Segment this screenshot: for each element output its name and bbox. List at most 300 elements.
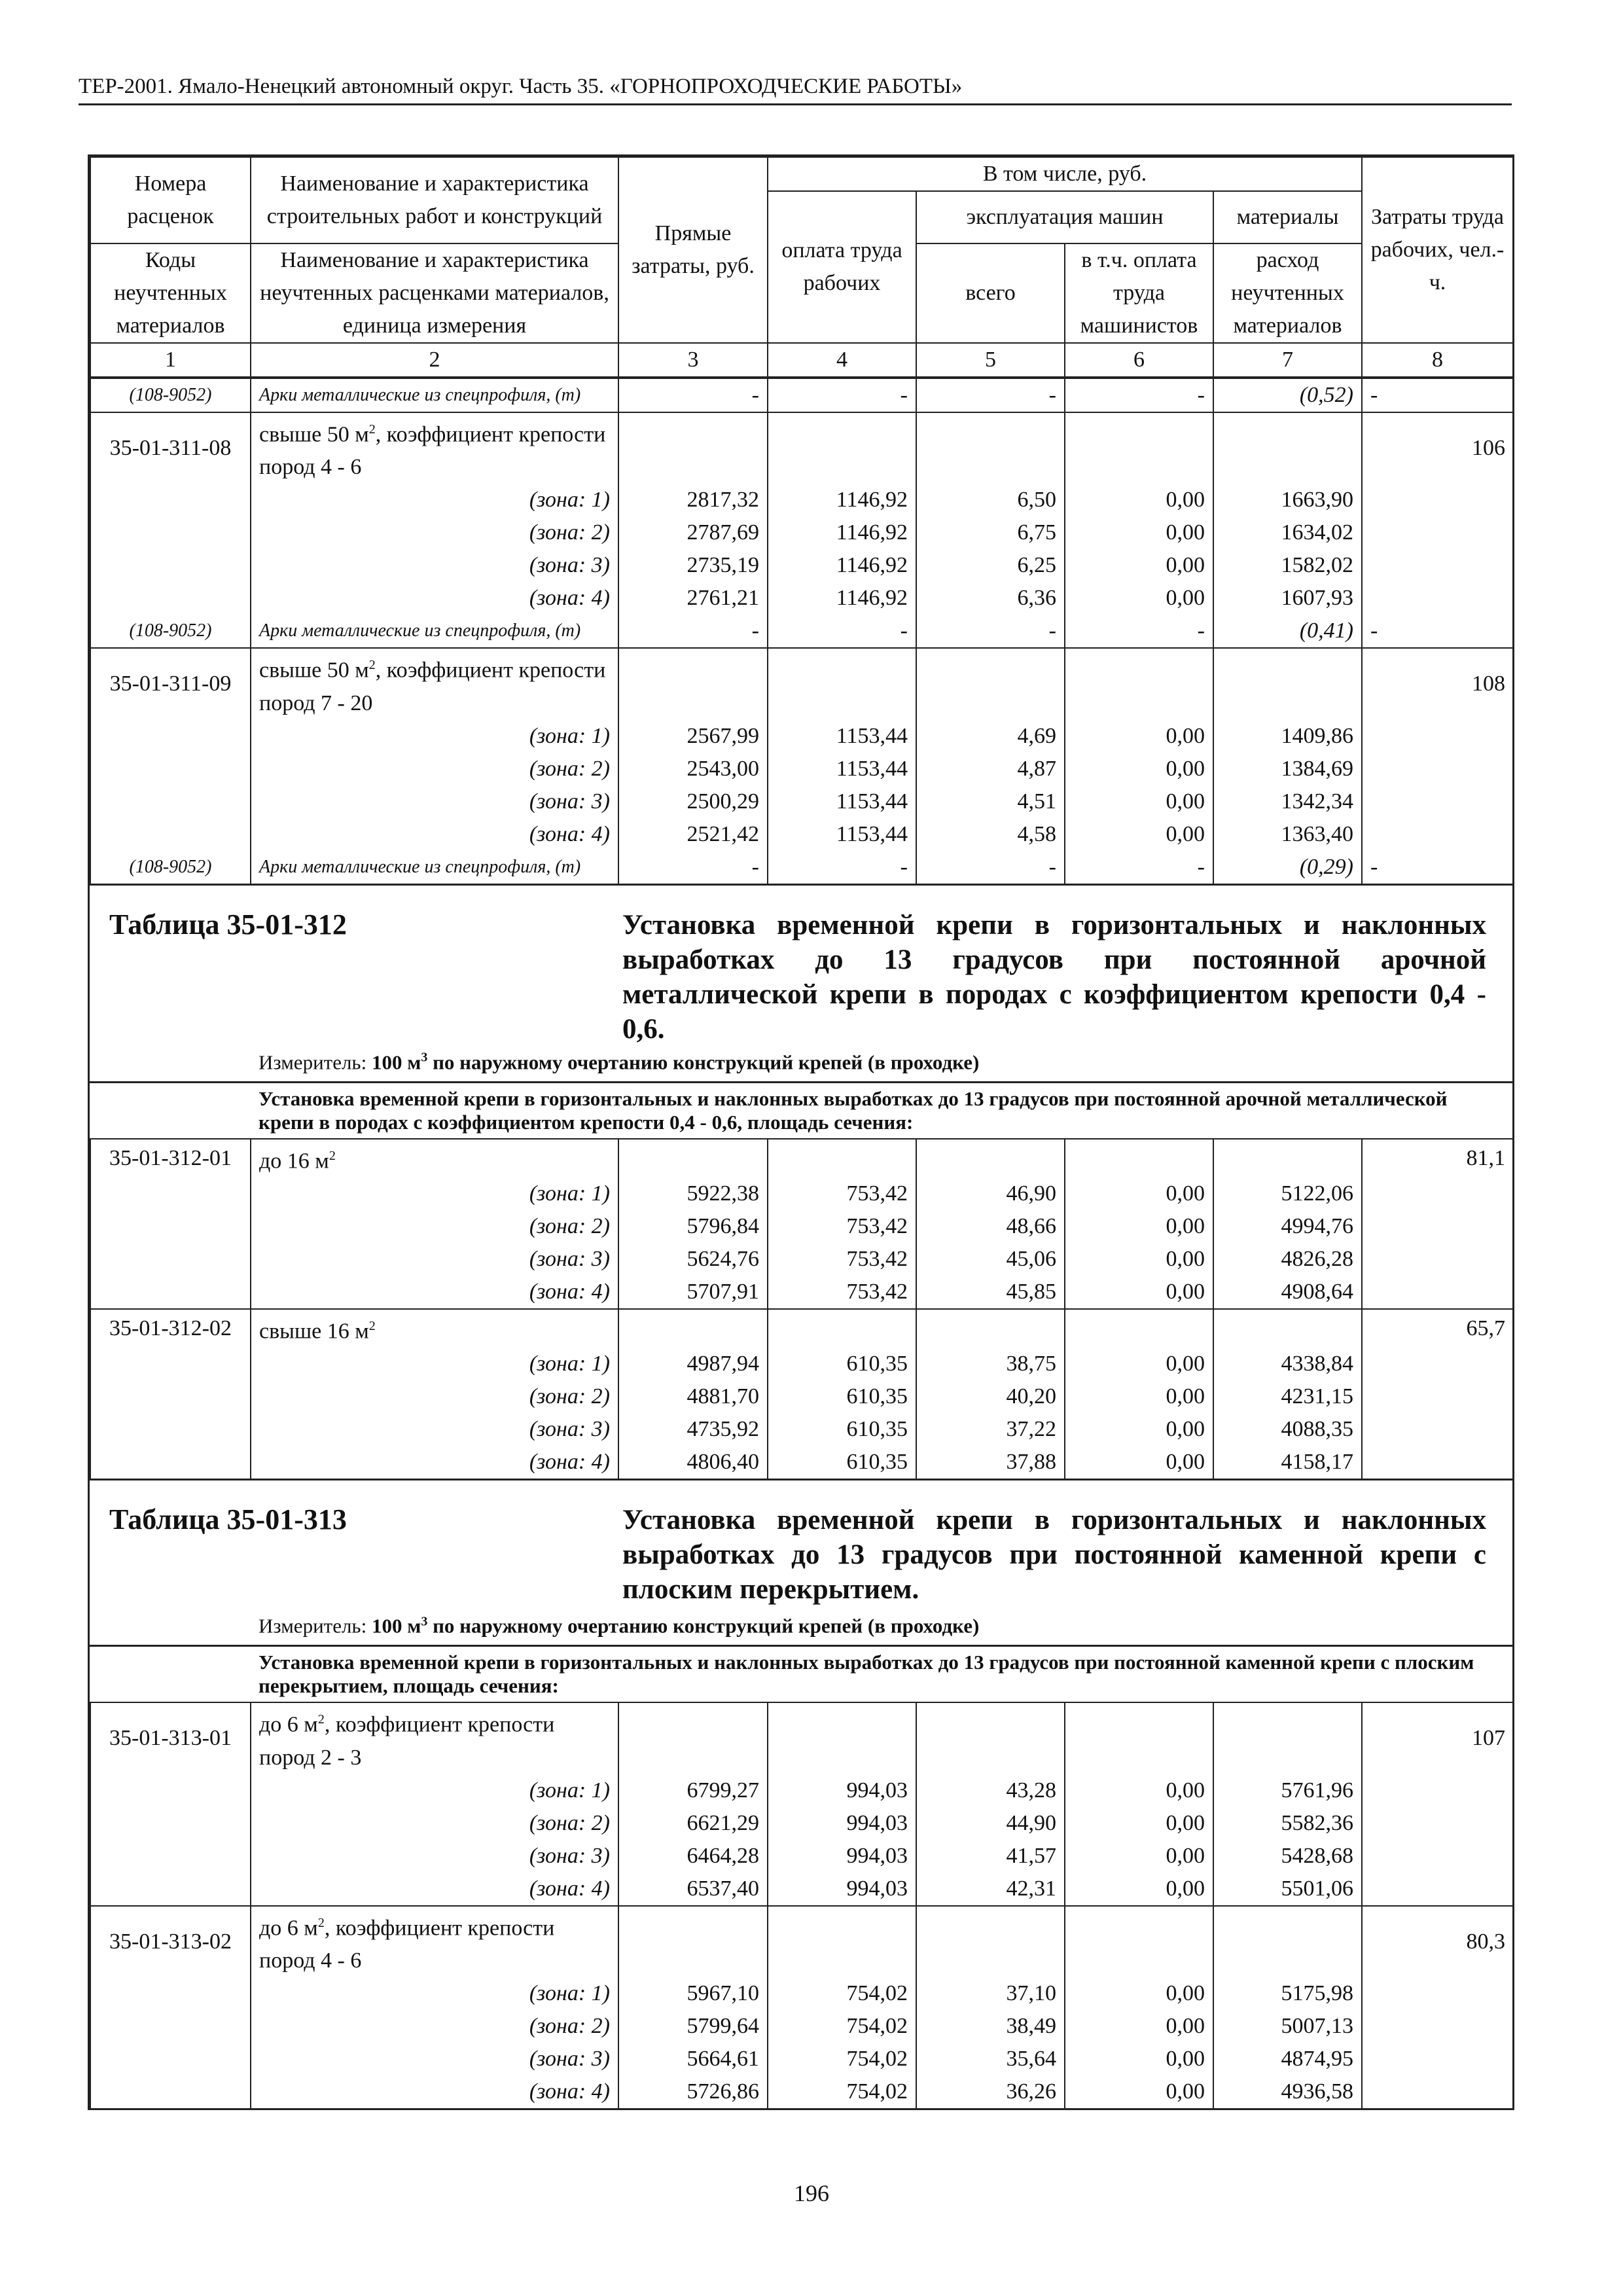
empty-cell — [1213, 1702, 1362, 1774]
dash: - — [1065, 851, 1213, 884]
empty-cell — [916, 1906, 1065, 1977]
price-value: 5428,68 — [1213, 1840, 1362, 1873]
price-value: 4,87 — [916, 753, 1065, 785]
zone-label: (зона: 1) — [251, 1177, 618, 1210]
rate-code: 35-01-312-02 — [90, 1309, 251, 1348]
empty-cell — [618, 1139, 768, 1177]
price-value: 4338,84 — [1213, 1348, 1362, 1380]
empty-cell — [90, 1413, 251, 1446]
dash: - — [916, 615, 1065, 648]
dash: - — [1362, 378, 1513, 412]
empty-cell — [618, 648, 768, 719]
price-value: 1363,40 — [1213, 818, 1362, 851]
empty-cell — [90, 753, 251, 785]
price-value: 4,69 — [916, 720, 1065, 753]
price-value: 753,42 — [768, 1177, 916, 1210]
price-value: 6,50 — [916, 484, 1065, 516]
rate-row — [90, 1702, 1513, 1774]
empty-cell — [1362, 2075, 1513, 2108]
table-313-label: Таблица 35-01-313 — [109, 1503, 347, 1536]
col-name-header: Наименование и характеристика строительных работ и конструкций — [251, 157, 618, 243]
price-value: 5796,84 — [618, 1210, 768, 1243]
zone-row — [90, 1276, 1513, 1309]
empty-cell — [1362, 2010, 1513, 2043]
price-value: 1146,92 — [768, 582, 916, 615]
empty-cell — [1362, 1276, 1513, 1309]
price-value: 5664,61 — [618, 2043, 768, 2075]
dash: - — [768, 378, 916, 412]
zone-label: (зона: 1) — [251, 1977, 618, 2010]
price-value: 753,42 — [768, 1243, 916, 1276]
price-value: 1409,86 — [1213, 720, 1362, 753]
price-value: 5175,98 — [1213, 1977, 1362, 2010]
material-code: (108-9052) — [90, 615, 251, 648]
price-value: 0,00 — [1065, 1774, 1213, 1807]
price-value: 0,00 — [1065, 484, 1213, 516]
zone-row — [90, 484, 1513, 516]
price-value: 44,90 — [916, 1807, 1065, 1840]
price-value: 0,00 — [1065, 1380, 1213, 1413]
empty-cell — [90, 1210, 251, 1243]
price-value: 1146,92 — [768, 549, 916, 582]
zone-row — [90, 1348, 1513, 1380]
empty-cell — [768, 648, 916, 719]
document-header: ТЕР-2001. Ямало-Ненецкий автономный округ. Часть 35. «ГОРНОПРОХОДЧЕСКИЕ РАБОТЫ» — [79, 73, 1512, 105]
empty-cell — [1362, 1380, 1513, 1413]
price-value: 1153,44 — [768, 785, 916, 818]
rate-description: до 6 $м^2$, коэффициент крепости пород 2 - 3 — [251, 1702, 618, 1774]
empty-cell — [768, 412, 916, 484]
empty-cell — [1362, 1348, 1513, 1380]
dash: - — [916, 851, 1065, 884]
price-value: 0,00 — [1065, 549, 1213, 582]
empty-cell — [90, 549, 251, 582]
price-value: 48,66 — [916, 1210, 1065, 1243]
rate-row — [90, 648, 1513, 719]
price-value: 0,00 — [1065, 582, 1213, 615]
zone-label: (зона: 3) — [251, 549, 618, 582]
empty-cell — [768, 1702, 916, 1774]
empty-cell — [1065, 1702, 1213, 1774]
price-value: 610,35 — [768, 1413, 916, 1446]
price-value: 0,00 — [1065, 1413, 1213, 1446]
empty-cell — [90, 516, 251, 549]
zone-label: (зона: 1) — [251, 1348, 618, 1380]
price-value: 5799,64 — [618, 2010, 768, 2043]
zone-label: (зона: 2) — [251, 516, 618, 549]
price-value: 1153,44 — [768, 720, 916, 753]
price-value: 1634,02 — [1213, 516, 1362, 549]
price-value: 753,42 — [768, 1210, 916, 1243]
price-value: 38,75 — [916, 1348, 1065, 1380]
table-313-heading — [90, 1479, 1512, 1645]
empty-cell — [916, 1309, 1065, 1348]
empty-cell — [1362, 582, 1513, 615]
empty-cell — [1065, 412, 1213, 484]
zone-label: (зона: 1) — [251, 484, 618, 516]
price-value: 5007,13 — [1213, 2010, 1362, 2043]
zone-label: (зона: 4) — [251, 2075, 618, 2108]
empty-cell — [1362, 1774, 1513, 1807]
price-value: 0,00 — [1065, 753, 1213, 785]
price-value: 4,51 — [916, 785, 1065, 818]
price-value: 610,35 — [768, 1446, 916, 1479]
empty-cell — [90, 818, 251, 851]
price-value: 1146,92 — [768, 516, 916, 549]
price-value: 754,02 — [768, 1977, 916, 2010]
zone-label: (зона: 4) — [251, 1276, 618, 1309]
price-value: 1153,44 — [768, 818, 916, 851]
material-qty: (0,41) — [1213, 615, 1362, 648]
empty-cell — [90, 720, 251, 753]
price-value: 0,00 — [1065, 2010, 1213, 2043]
price-value: 0,00 — [1065, 1446, 1213, 1479]
empty-cell — [90, 2010, 251, 2043]
price-value: 1663,90 — [1213, 484, 1362, 516]
price-value: 5582,36 — [1213, 1807, 1362, 1840]
price-value: 45,06 — [916, 1243, 1065, 1276]
col-direct-header: Прямые затраты, руб. — [618, 157, 768, 343]
material-row — [90, 378, 1513, 412]
empty-cell — [618, 1702, 768, 1774]
empty-cell — [90, 1348, 251, 1380]
price-value: 42,31 — [916, 1873, 1065, 1906]
price-value: 0,00 — [1065, 785, 1213, 818]
empty-cell — [1213, 1906, 1362, 1977]
zone-row — [90, 720, 1513, 753]
empty-cell — [90, 1177, 251, 1210]
price-value: 41,57 — [916, 1840, 1065, 1873]
price-value: 5726,86 — [618, 2075, 768, 2108]
col-number: 1 — [90, 343, 251, 377]
zone-label: (зона: 2) — [251, 2010, 618, 2043]
section-313 — [90, 1702, 1513, 2108]
price-value: 37,22 — [916, 1413, 1065, 1446]
price-value: 2787,69 — [618, 516, 768, 549]
dash: - — [1065, 615, 1213, 648]
zone-row — [90, 1774, 1513, 1807]
zone-row — [90, 1380, 1513, 1413]
empty-cell — [1362, 1446, 1513, 1479]
empty-cell — [90, 2043, 251, 2075]
rate-description: до 16 $м^2$ — [251, 1139, 618, 1177]
price-value: 4158,17 — [1213, 1446, 1362, 1479]
labor-value: 106 — [1362, 412, 1513, 484]
price-value: 38,49 — [916, 2010, 1065, 2043]
price-value: 5707,91 — [618, 1276, 768, 1309]
price-value: 0,00 — [1065, 1210, 1213, 1243]
rate-description: свыше 50 $м^2$, коэффициент крепости пород 7 - 20 — [251, 648, 618, 719]
price-value: 0,00 — [1065, 1977, 1213, 2010]
col-number: 2 — [251, 343, 618, 377]
price-value: 2735,19 — [618, 549, 768, 582]
rate-code: 35-01-311-08 — [90, 412, 251, 484]
empty-cell — [90, 1840, 251, 1873]
empty-cell — [90, 785, 251, 818]
price-value: 0,00 — [1065, 1348, 1213, 1380]
empty-cell — [1065, 1906, 1213, 1977]
col-number: 3 — [618, 343, 768, 377]
zone-label: (зона: 4) — [251, 1873, 618, 1906]
zone-label: (зона: 3) — [251, 1413, 618, 1446]
dash: - — [916, 378, 1065, 412]
empty-cell — [618, 1309, 768, 1348]
zone-label: (зона: 2) — [251, 1807, 618, 1840]
price-value: 2567,99 — [618, 720, 768, 753]
empty-cell — [768, 1139, 916, 1177]
material-name: Арки металлические из спецпрофиля, (т) — [251, 851, 618, 884]
dash: - — [1362, 851, 1513, 884]
zone-label: (зона: 4) — [251, 818, 618, 851]
col-number: 5 — [916, 343, 1065, 377]
dash: - — [768, 615, 916, 648]
labor-value: 80,3 — [1362, 1906, 1513, 1977]
col-number: 8 — [1362, 343, 1513, 377]
zone-row — [90, 1446, 1513, 1479]
price-value: 2817,32 — [618, 484, 768, 516]
empty-cell — [90, 1807, 251, 1840]
material-code: (108-9052) — [90, 851, 251, 884]
rates-table — [88, 154, 1514, 2110]
page-number: 196 — [794, 2180, 829, 2206]
price-value: 5501,06 — [1213, 1873, 1362, 1906]
price-value: 4231,15 — [1213, 1380, 1362, 1413]
price-value: 2521,42 — [618, 818, 768, 851]
table-312-measure: Измеритель: 100 $м^3$ по наружному очертанию конструкций крепей (в проходке) — [259, 1050, 980, 1073]
zone-row — [90, 1977, 1513, 2010]
material-row — [90, 851, 1513, 884]
labor-value: 107 — [1362, 1702, 1513, 1774]
col-incl-header: В том числе, руб. — [768, 157, 1362, 191]
dash: - — [1362, 615, 1513, 648]
col-number: 6 — [1065, 343, 1213, 377]
price-value: 2500,29 — [618, 785, 768, 818]
material-row — [90, 615, 1513, 648]
zone-row — [90, 1873, 1513, 1906]
empty-cell — [1362, 2043, 1513, 2075]
zone-row — [90, 1413, 1513, 1446]
price-value: 6621,29 — [618, 1807, 768, 1840]
price-value: 994,03 — [768, 1873, 916, 1906]
zone-label: (зона: 4) — [251, 582, 618, 615]
empty-cell — [90, 1243, 251, 1276]
empty-cell — [1362, 516, 1513, 549]
empty-cell — [90, 582, 251, 615]
empty-cell — [1362, 1210, 1513, 1243]
col-rates-header: Номера расценок — [90, 157, 251, 243]
empty-cell — [916, 1702, 1065, 1774]
col-number: 7 — [1213, 343, 1362, 377]
price-value: 4987,94 — [618, 1348, 768, 1380]
dash: - — [768, 851, 916, 884]
empty-cell — [90, 1873, 251, 1906]
price-value: 46,90 — [916, 1177, 1065, 1210]
rate-row — [90, 1139, 1513, 1177]
rate-code: 35-01-312-01 — [90, 1139, 251, 1177]
empty-cell — [1362, 753, 1513, 785]
empty-cell — [90, 2075, 251, 2108]
price-value: 1342,34 — [1213, 785, 1362, 818]
price-value: 6,25 — [916, 549, 1065, 582]
rate-description: свыше 16 $м^2$ — [251, 1309, 618, 1348]
empty-cell — [1362, 785, 1513, 818]
empty-cell — [916, 1139, 1065, 1177]
price-value: 0,00 — [1065, 516, 1213, 549]
material-qty: (0,52) — [1213, 378, 1362, 412]
price-value: 0,00 — [1065, 818, 1213, 851]
col-name2-header: Наименование и характеристика неучтенных расценками материалов, единица измерения — [251, 243, 618, 343]
table-header — [90, 156, 1514, 378]
zone-row — [90, 582, 1513, 615]
empty-cell — [90, 484, 251, 516]
price-value: 994,03 — [768, 1840, 916, 1873]
zone-label: (зона: 1) — [251, 1774, 618, 1807]
col-number: 4 — [768, 343, 916, 377]
price-value: 6537,40 — [618, 1873, 768, 1906]
price-value: 5624,76 — [618, 1243, 768, 1276]
price-value: 1582,02 — [1213, 549, 1362, 582]
labor-value: 108 — [1362, 648, 1513, 719]
empty-cell — [1213, 1139, 1362, 1177]
empty-cell — [1362, 1177, 1513, 1210]
price-value: 4908,64 — [1213, 1276, 1362, 1309]
price-value: 610,35 — [768, 1380, 916, 1413]
table-313-measure: Измеритель: 100 $м^3$ по наружному очертанию конструкций крепей (в проходке) — [259, 1614, 980, 1638]
price-value: 1607,93 — [1213, 582, 1362, 615]
labor-value: 65,7 — [1362, 1309, 1513, 1348]
rate-code: 35-01-311-09 — [90, 648, 251, 719]
empty-cell — [1362, 549, 1513, 582]
zone-label: (зона: 1) — [251, 720, 618, 753]
rate-row — [90, 1309, 1513, 1348]
price-value: 0,00 — [1065, 1873, 1213, 1906]
price-value: 5761,96 — [1213, 1774, 1362, 1807]
empty-cell — [1362, 484, 1513, 516]
price-value: 4994,76 — [1213, 1210, 1362, 1243]
price-value: 1146,92 — [768, 484, 916, 516]
empty-cell — [618, 412, 768, 484]
price-value: 4735,92 — [618, 1413, 768, 1446]
dash: - — [1065, 378, 1213, 412]
price-value: 0,00 — [1065, 1243, 1213, 1276]
empty-cell — [1362, 1840, 1513, 1873]
price-value: 5922,38 — [618, 1177, 768, 1210]
price-value: 37,88 — [916, 1446, 1065, 1479]
rate-code: 35-01-313-02 — [90, 1906, 251, 1977]
price-value: 0,00 — [1065, 2075, 1213, 2108]
price-value: 2543,00 — [618, 753, 768, 785]
empty-cell — [1362, 1807, 1513, 1840]
material-qty: (0,29) — [1213, 851, 1362, 884]
rate-row — [90, 1906, 1513, 1977]
rate-row — [90, 412, 1513, 484]
empty-cell — [1213, 648, 1362, 719]
price-value: 754,02 — [768, 2043, 916, 2075]
price-value: 40,20 — [916, 1380, 1065, 1413]
price-value: 994,03 — [768, 1807, 916, 1840]
price-value: 6,75 — [916, 516, 1065, 549]
empty-cell — [618, 1906, 768, 1977]
price-value: 43,28 — [916, 1774, 1065, 1807]
price-value: 4826,28 — [1213, 1243, 1362, 1276]
price-value: 0,00 — [1065, 1840, 1213, 1873]
zone-row — [90, 1177, 1513, 1210]
zone-row — [90, 549, 1513, 582]
col-mat-consumption-header: расход неучтенных материалов — [1213, 243, 1362, 343]
price-value: 5967,10 — [618, 1977, 768, 2010]
price-value: 37,10 — [916, 1977, 1065, 2010]
table-312-subhead: Установка временной крепи в горизонтальных и наклонных выработках до 13 градусов при постоянной арочной металлической крепи в породах с коэффициентом крепости 0,4 - 0,6, площадь сечения: — [90, 1081, 1512, 1138]
price-value: 0,00 — [1065, 2043, 1213, 2075]
price-value: 1153,44 — [768, 753, 916, 785]
table-312-heading — [90, 884, 1512, 1081]
price-value: 4088,35 — [1213, 1413, 1362, 1446]
zone-label: (зона: 3) — [251, 785, 618, 818]
price-value: 754,02 — [768, 2010, 916, 2043]
zone-row — [90, 818, 1513, 851]
price-value: 45,85 — [916, 1276, 1065, 1309]
price-value: 0,00 — [1065, 720, 1213, 753]
zone-row — [90, 753, 1513, 785]
material-name: Арки металлические из спецпрофиля, (т) — [251, 378, 618, 412]
empty-cell — [90, 1446, 251, 1479]
material-code: (108-9052) — [90, 378, 251, 412]
section-312 — [90, 1138, 1513, 1479]
price-value: 6464,28 — [618, 1840, 768, 1873]
col-wages-header: оплата труда рабочих — [768, 191, 916, 343]
zone-label: (зона: 2) — [251, 753, 618, 785]
price-value: 4874,95 — [1213, 2043, 1362, 2075]
dash: - — [618, 378, 768, 412]
empty-cell — [768, 1906, 916, 1977]
zone-row — [90, 1807, 1513, 1840]
price-value: 35,64 — [916, 2043, 1065, 2075]
price-value: 753,42 — [768, 1276, 916, 1309]
rate-description: свыше 50 $м^2$, коэффициент крепости пород 4 - 6 — [251, 412, 618, 484]
zone-label: (зона: 3) — [251, 1840, 618, 1873]
zone-row — [90, 2010, 1513, 2043]
price-value: 4,58 — [916, 818, 1065, 851]
zone-row — [90, 2075, 1513, 2108]
empty-cell — [1362, 818, 1513, 851]
empty-cell — [916, 648, 1065, 719]
table-312-title: Установка временной крепи в горизонтальных и наклонных выработках до 13 градусов при постоянной арочной металлической крепи в породах с коэффициентом крепости 0,4 - 0,6. — [622, 909, 1486, 1045]
zone-row — [90, 1243, 1513, 1276]
empty-cell — [1362, 1873, 1513, 1906]
price-value: 1384,69 — [1213, 753, 1362, 785]
section-311 — [90, 378, 1513, 884]
price-value: 6,36 — [916, 582, 1065, 615]
price-value: 754,02 — [768, 2075, 916, 2108]
zone-row — [90, 2043, 1513, 2075]
empty-cell — [1362, 1977, 1513, 2010]
empty-cell — [90, 1380, 251, 1413]
table-313-title: Установка временной крепи в горизонтальных и наклонных выработках до 13 градусов при постоянной каменной крепи с плоским перекрытием. — [622, 1505, 1486, 1605]
empty-cell — [1213, 1309, 1362, 1348]
empty-cell — [90, 1276, 251, 1309]
price-value: 0,00 — [1065, 1807, 1213, 1840]
empty-cell — [90, 1977, 251, 2010]
zone-row — [90, 785, 1513, 818]
empty-cell — [1065, 1139, 1213, 1177]
price-value: 0,00 — [1065, 1276, 1213, 1309]
empty-cell — [1213, 412, 1362, 484]
zone-label: (зона: 4) — [251, 1446, 618, 1479]
zone-row — [90, 1840, 1513, 1873]
empty-cell — [1065, 1309, 1213, 1348]
col-total-header: всего — [916, 243, 1065, 343]
table-313-subhead: Установка временной крепи в горизонтальных и наклонных выработках до 13 градусов при постоянной каменной крепи с плоским перекрытием, площадь сечения: — [90, 1645, 1512, 1702]
